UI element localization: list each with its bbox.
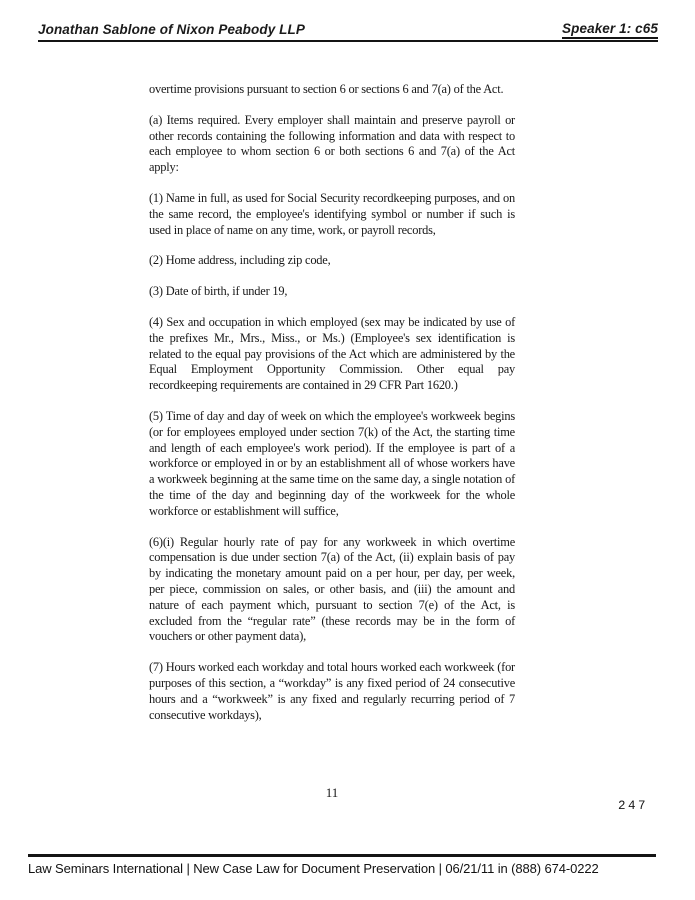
paragraph-item-6-hourly-rate: (6)(i) Regular hourly rate of pay for any workweek in which overtime compensation is due under section 7(a) of the Act, (ii) explain basis of pay by indicating the monetary amount paid on a per hour, per day, per week, per piece, commission on sales, or other basis, and (iii) the amount and nature of each payment which, pursuant to section 7(e) of the Act, is excluded from the “regular rate” (these records may be in the form of vouchers or other payment data),: [149, 534, 515, 644]
paragraph-item-7-hours-worked: (7) Hours worked each workday and total hours worked each workweek (for purposes of this section, a “workday” is any fixed period of 24 consecutive hours and a “workweek” is any fixed and regularly recurring period of 7 consecutive workdays),: [149, 660, 515, 722]
paragraph-item-2-address: (2) Home address, including zip code,: [149, 253, 331, 268]
paragraph-item-5-workweek: (5) Time of day and day of week on which the employee's workweek begins (or for employees employed under section 7(k) of the Act, the starting time and length of each employee's work period). If the employee is part of a workforce or employed in or by an establishment all of whose workers have a workweek beginning at the same time on the same day, a single notation of the time of the day and beginning day of the workweek for the whole workforce or establishment will suffice,: [149, 408, 515, 518]
paragraph-item-4-sex-occupation: (4) Sex and occupation in which employed (sex may be indicated by use of the prefixes Mr., Mrs., Miss., or Ms.) (Employee's sex identification is related to the equal pay provisions of the Act which are administered by the Equal Employment Opportunity Commission. Other equal pay recordkeeping requirements are contained in 29 CFR Part 1620.): [149, 314, 515, 393]
header-speaker-label: Speaker 1: c65: [562, 21, 658, 39]
header-author-title: Jonathan Sablone of Nixon Peabody LLP: [38, 22, 305, 37]
footer-seminar-info: Law Seminars International | New Case Law for Document Preservation | 06/21/11 in (888) 674-0222: [28, 861, 599, 876]
page-number: 11: [325, 785, 339, 800]
document-body-text: [149, 82, 515, 738]
paragraph-items-required: (a) Items required. Every employer shall maintain and preserve payroll or other records containing the following information and data with respect to each employee to whom section 6 or both sections 6 and 7(a) of the Act apply:: [149, 112, 515, 175]
bates-stamp-number: 247: [618, 799, 649, 813]
document-header: [38, 21, 658, 42]
document-footer: [28, 854, 656, 876]
paragraph-item-1-name: (1) Name in full, as used for Social Security recordkeeping purposes, and on the same record, the employee's identifying symbol or number if such is used in place of name on any time, work, or payroll records,: [149, 190, 515, 237]
paragraph-item-3-birthdate: (3) Date of birth, if under 19,: [149, 284, 288, 299]
paragraph-overtime-provisions: overtime provisions pursuant to section 6 or sections 6 and 7(a) of the Act.: [149, 82, 504, 96]
